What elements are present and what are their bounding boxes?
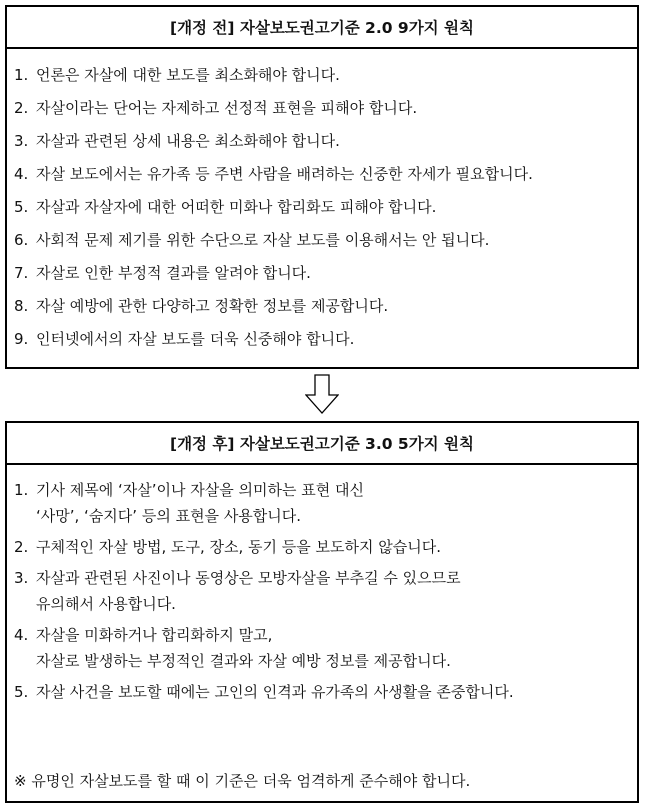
list-item <box>7 125 637 158</box>
after-title: [개정 후] 자살보도권고기준 3.0 5가지 원칙 <box>7 423 637 465</box>
list-item <box>7 59 637 92</box>
item-number: 8. <box>14 297 29 315</box>
item-text: 자살과 자살자에 대한 어떠한 미화나 합리화도 피해야 합니다. <box>36 198 437 216</box>
item-number: 9. <box>14 330 29 348</box>
list-item <box>7 92 637 125</box>
list-item <box>7 679 637 705</box>
item-number: 1. <box>14 66 29 84</box>
item-text: 자살 사건을 보도할 때에는 고인의 인격과 유가족의 사생활을 존중합니다. <box>36 683 514 701</box>
item-text: 사회적 문제 제기를 위한 수단으로 자살 보도를 이용해서는 안 됩니다. <box>36 231 490 249</box>
item-number: 2. <box>14 99 29 117</box>
item-number: 3. <box>14 132 29 150</box>
item-number: 6. <box>14 231 29 249</box>
before-box <box>5 5 639 369</box>
list-item <box>7 224 637 257</box>
item-text: 자살이라는 단어는 자제하고 선정적 표현을 피해야 합니다. <box>36 99 418 117</box>
before-list <box>7 49 637 356</box>
item-text: 자살 예방에 관한 다양하고 정확한 정보를 제공합니다. <box>36 297 389 315</box>
after-list <box>7 465 637 705</box>
item-number: 2. <box>14 538 29 556</box>
after-box <box>5 421 639 803</box>
list-item <box>7 191 637 224</box>
item-text: 자살 보도에서는 유가족 등 주변 사람을 배려하는 신중한 자세가 필요합니다. <box>36 165 533 183</box>
item-number: 4. <box>14 626 29 644</box>
item-text: 기사 제목에 ‘자살’이나 자살을 의미하는 표현 대신 ‘사망’, ‘숨지다’ 등의 표현을 사용합니다. <box>36 481 364 525</box>
before-title: [개정 전] 자살보도권고기준 2.0 9가지 원칙 <box>7 7 637 49</box>
down-arrow-icon <box>305 374 339 414</box>
item-text: 구체적인 자살 방법, 도구, 장소, 동기 등을 보도하지 않습니다. <box>36 538 441 556</box>
item-text: 자살과 관련된 상세 내용은 최소화해야 합니다. <box>36 132 340 150</box>
item-number: 4. <box>14 165 29 183</box>
list-item <box>7 323 637 356</box>
note-text: ※ 유명인 자살보도를 할 때 이 기준은 더욱 엄격하게 준수해야 합니다. <box>14 772 471 790</box>
list-item <box>7 565 637 617</box>
item-number: 1. <box>14 481 29 499</box>
item-number: 3. <box>14 569 29 587</box>
list-item <box>7 158 637 191</box>
item-number: 5. <box>14 198 29 216</box>
item-text: 인터넷에서의 자살 보도를 더욱 신중해야 합니다. <box>36 330 355 348</box>
list-item <box>7 534 637 560</box>
item-text: 자살과 관련된 사진이나 동영상은 모방자살을 부추길 수 있으므로 유의해서 사용합니다. <box>36 569 461 613</box>
item-text: 언론은 자살에 대한 보도를 최소화해야 합니다. <box>36 66 340 84</box>
item-number: 7. <box>14 264 29 282</box>
list-item <box>7 622 637 674</box>
list-item <box>7 257 637 290</box>
list-item <box>7 290 637 323</box>
item-text: 자살을 미화하거나 합리화하지 말고, 자살로 발생하는 부정적인 결과와 자살 예방 정보를 제공합니다. <box>36 626 451 670</box>
item-text: 자살로 인한 부정적 결과를 알려야 합니다. <box>36 264 311 282</box>
list-item <box>7 477 637 529</box>
item-number: 5. <box>14 683 29 701</box>
